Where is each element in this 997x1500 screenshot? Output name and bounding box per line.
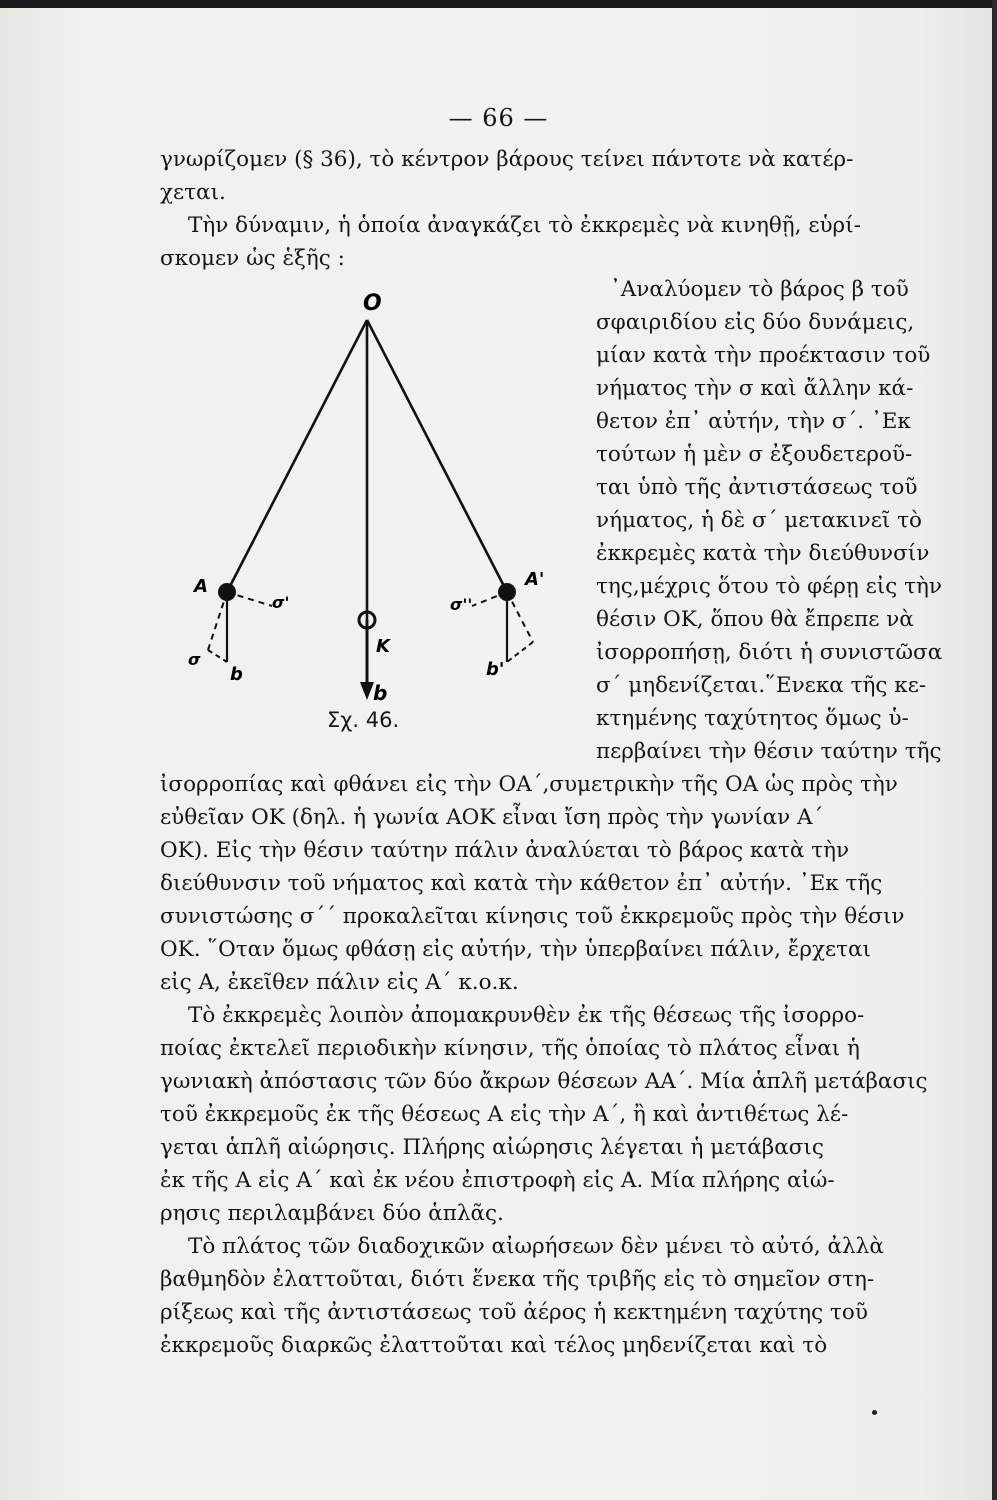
text-line: νήματος τὴν σ καὶ ἄλλην κά- (596, 376, 914, 401)
text-line: χεται. (160, 180, 226, 205)
label-b-right: b' (486, 659, 505, 680)
text-line: ρίξεως καὶ τῆς ἀντιστάσεως τοῦ ἀέρος ἡ κεκτημένη ταχύτης τοῦ (160, 1300, 868, 1325)
text-line: Τὸ ἐκκρεμὲς λοιπὸν ἀπομακρυνθὲν ἐκ τῆς θέσεως τῆς ἰσορρο- (188, 1003, 865, 1028)
text-line: γνωρίζομεν (§ 36), τὸ κέντρον βάρους τείνει πάντοτε νὰ κατέρ- (160, 147, 854, 172)
pendulum-diagram (180, 290, 580, 750)
label-A-left: A (194, 576, 208, 597)
text-line: βαθμηδὸν ἐλαττοῦται, διότι ἕνεκα τῆς τριβῆς εἰς τὸ σημεῖον στη- (160, 1267, 875, 1292)
text-line: ἰσορροπίας καὶ φθάνει εἰς τὴν ΟΑ΄,συμετρικὴν τῆς ΟΑ ὡς πρὸς τὴν (160, 772, 898, 797)
text-line: ποίας ἐκτελεῖ περιοδικὴν κίνησιν, τῆς ὁποίας τὸ πλάτος εἶναι ἡ (160, 1036, 860, 1061)
text-line: Τὸ πλάτος τῶν διαδοχικῶν αἰωρήσεων δὲν μένει τὸ αὐτό, ἀλλὰ (188, 1234, 884, 1259)
text-line: γεται ἁπλῆ αἰώρησις. Πλήρης αἰώρησις λέγεται ἡ μετάβασις (160, 1135, 824, 1160)
text-line: ρησις περιλαμβάνει δύο ἁπλᾶς. (160, 1201, 504, 1226)
text-line: νήματος, ἡ δὲ σ΄ μετακινεῖ τὸ (596, 508, 922, 533)
text-line: ΟΚ). Εἰς τὴν θέσιν ταύτην πάλιν ἀναλύεται τὸ βάρος κατὰ τὴν (160, 838, 850, 863)
text-line: κτημένης ταχύτητος ὅμως ὑ- (596, 706, 909, 731)
text-line: σ΄ μηδενίζεται.῞Ενεκα τῆς κε- (596, 673, 927, 698)
text-line: διεύθυνσιν τοῦ νήματος καὶ κατὰ τὴν κάθετον ἐπ᾿ αὐτήν. ᾿Εκ τῆς (160, 871, 883, 896)
text-line: ἰσορροπήσῃ, διότι ἡ συνιστῶσα (596, 640, 943, 665)
arrow-head-b-center (360, 682, 374, 700)
text-line: ἐκκρεμὲς κατὰ τὴν διεύθυνσίν (596, 541, 930, 566)
text-line: ἐκ τῆς Α εἰς Α΄ καὶ ἐκ νέου ἐπιστροφὴ εἰς Α. Μία πλήρης αἰώ- (160, 1168, 835, 1193)
label-A-prime: A' (525, 569, 545, 590)
string-OA-prime (367, 320, 507, 592)
text-line: ΟΚ. ῞Οταν ὅμως φθάσῃ εἰς αὐτήν, τὴν ὑπερβαίνει πάλιν, ἔρχεται (160, 937, 871, 962)
label-b-center: b (373, 681, 388, 705)
scan-right-edge (992, 0, 997, 1500)
label-sigma-double: σ'' (450, 595, 473, 614)
label-b-left: b (230, 664, 243, 685)
text-line: γωνιακὴ ἀπόστασις τῶν δύο ἄκρων θέσεων ΑΑ΄. Μία ἁπλῆ μετάβασις (160, 1069, 928, 1094)
scan-top-edge (0, 0, 997, 8)
text-line: σφαιριδίου εἰς δύο δυνάμεις, (596, 310, 915, 335)
text-line: θέσιν ΟΚ, ὅπου θὰ ἔπρεπε νὰ (596, 607, 914, 632)
label-K: K (376, 636, 390, 657)
dash-right-bottom (507, 642, 533, 662)
text-line: τούτων ἡ μὲν σ ἐξουδετεροῦ- (596, 442, 913, 467)
pendulum-figure (180, 290, 580, 750)
text-line: της,μέχρις ὅτου τὸ φέρῃ εἰς τὴν (596, 574, 942, 599)
text-line: ἐκκρεμοῦς διαρκῶς ἐλαττοῦται καὶ τέλος μηδενίζεται καὶ τὸ (160, 1333, 828, 1358)
label-sigma-left: σ (188, 650, 201, 669)
label-O: O (363, 291, 382, 316)
page-number: — 66 — (448, 104, 549, 132)
text-line: σκομεν ὡς ἑξῆς : (160, 246, 345, 271)
text-line: εἰς Α, ἐκεῖθεν πάλιν εἰς Α΄ κ.ο.κ. (160, 970, 519, 995)
text-line: εὐθεῖαν ΟΚ (δηλ. ἡ γωνία ΑΟΚ εἶναι ἴση πρὸς τὴν γωνίαν Α΄ (160, 805, 824, 830)
label-sigma-prime: σ' (272, 593, 290, 612)
text-line: ᾿Αναλύομεν τὸ βάρος β τοῦ (610, 277, 909, 302)
figure-caption: Σχ. 46. (327, 708, 400, 732)
text-line: συνιστώσης σ΄΄ προκαλεῖται κίνησις τοῦ ἐκκρεμοῦς πρὸς τὴν θέσιν (160, 904, 905, 929)
dash-left-bottom (208, 650, 227, 662)
text-line: μίαν κατὰ τὴν προέκτασιν τοῦ (596, 343, 931, 368)
text-line: τοῦ ἐκκρεμοῦς ἐκ τῆς θέσεως Α εἰς τὴν Α΄, ἢ καὶ ἀντιθέτως λέ- (160, 1102, 849, 1127)
string-OA (227, 320, 367, 592)
text-line: θετον ἐπ᾿ αὐτήν, τὴν σ΄. ᾿Εκ (596, 409, 911, 434)
component-sigma-left (208, 592, 227, 650)
text-line: Τὴν δύναμιν, ἡ ὁποία ἀναγκάζει τὸ ἐκκρεμὲς νὰ κινηθῇ, εὑρί- (188, 213, 861, 238)
text-line: περβαίνει τὴν θέσιν ταύτην τῆς (596, 739, 942, 764)
text-line: ται ὑπὸ τῆς ἀντιστάσεως τοῦ (596, 475, 918, 500)
ink-dot (872, 1410, 877, 1415)
